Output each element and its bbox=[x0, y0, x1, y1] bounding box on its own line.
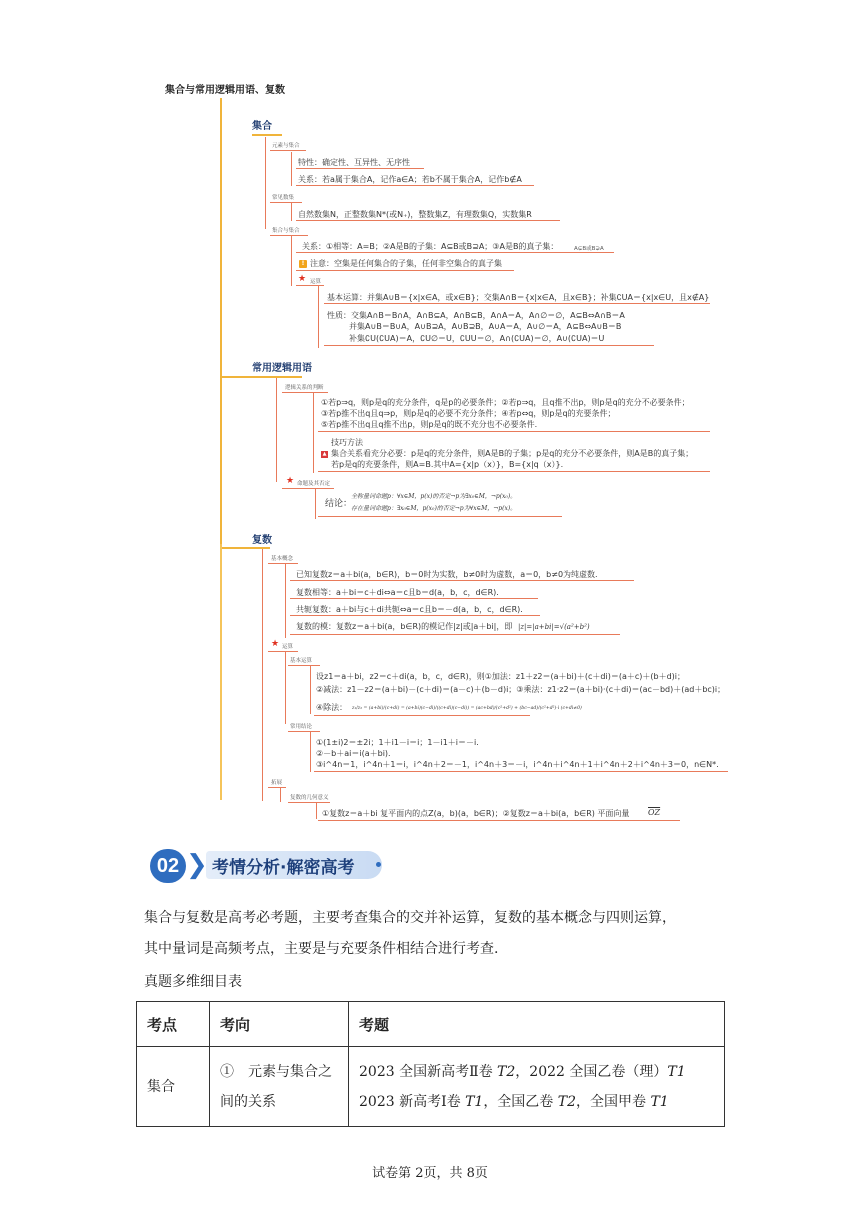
divider bbox=[270, 150, 306, 151]
divider bbox=[296, 168, 424, 169]
complex-c1: 已知复数z＝a＋bi(a，b∈R)，b＝0时为实数，b≠0时为虚数，a＝0，b≠0为纯虚数. bbox=[296, 570, 598, 579]
branch-complex: 复数 bbox=[252, 535, 272, 546]
set-elem-bracket bbox=[291, 152, 292, 186]
divider bbox=[296, 220, 560, 221]
complex-ops-bracket bbox=[285, 652, 286, 724]
complex-c2: 复数相等：a＋bi＝c＋di⇔a＝c且b＝d(a，b，c，d∈R). bbox=[296, 588, 499, 597]
set-prop1: 性质：交集A∩B＝B∩A，A∩B⊆A，A∩B⊆B，A∩A＝A，A∩∅＝∅，A⊆B⇔A∩B＝A bbox=[327, 311, 625, 320]
divider bbox=[268, 651, 298, 652]
set-ops-label: 运算 bbox=[310, 279, 322, 285]
header-direction: 考向 bbox=[210, 1002, 349, 1047]
divider bbox=[296, 270, 514, 271]
star-icon: ★ bbox=[271, 639, 280, 649]
page-footer: 试卷第 2页，共 8页 bbox=[372, 1166, 488, 1181]
divider bbox=[296, 185, 534, 186]
complex-c3: 共轭复数：a＋bi与c＋di共轭⇔a＝c且b＝－d(a，b，c，d∈R). bbox=[296, 605, 523, 614]
logic-neg2: 存在量词命题p：∃x₀∈M，p(x₀)的否定¬p为∀x∈M，¬p(x)。 bbox=[351, 505, 517, 512]
q-number: T1 bbox=[465, 1093, 484, 1110]
set-relation-bracket bbox=[291, 236, 292, 286]
complex-basic-label: 基本概念 bbox=[271, 556, 294, 562]
table-header-row bbox=[137, 1002, 725, 1047]
divider bbox=[288, 731, 320, 732]
set-common-sets: 自然数集N，正整数集N*(或N₊)，整数集Z，有理数集Q，实数集R bbox=[298, 210, 532, 219]
complex-common-label: 常用结论 bbox=[290, 724, 313, 730]
q-text: ，全国甲卷 bbox=[576, 1093, 651, 1110]
set-relation: 关系：①相等：A=B；②A是B的子集：A⊆B或B⊇A；③A是B的真子集： bbox=[302, 242, 559, 251]
banner-title: 考情分析·解密高考 bbox=[212, 858, 355, 878]
divider bbox=[296, 285, 324, 286]
complex-ext-label: 拓展 bbox=[271, 780, 283, 786]
set-relation-label: 集合与集合 bbox=[272, 228, 300, 234]
divider bbox=[314, 715, 530, 716]
divider bbox=[318, 471, 710, 472]
q-text: 2023 新高考Ⅰ卷 bbox=[359, 1093, 466, 1110]
logic-judge-label: 逻辑关系的判断 bbox=[285, 385, 324, 391]
complex-geo-bracket bbox=[316, 803, 317, 819]
logic-judge-bracket bbox=[313, 393, 314, 473]
banner-dot bbox=[376, 862, 381, 867]
logic-j3: ⑤若p推不出q且q推不出p，则p是q的既不充分也不必要条件. bbox=[321, 420, 538, 429]
logic-tip2: 若p是q的充要条件，则A=B.其中A={x|p（x）}，B={x|q（x）}. bbox=[331, 460, 564, 469]
complex-r1: ①(1±i)2＝±2i；1＋i1－i＝i；1－i1＋i＝－i. bbox=[316, 738, 479, 747]
complex-basic-bracket bbox=[285, 564, 286, 638]
trunk-line bbox=[220, 98, 222, 544]
tip-icon: ▲ bbox=[322, 451, 327, 457]
logic-tip1: 集合关系看充分必要：p是q的充分条件，则A是B的子集；p是q的充分不必要条件，则A是B的真子集； bbox=[331, 449, 694, 458]
logic-j2: ③若p推不出q且q⇒p，则p是q的必要不充分条件；④若p⇔q，则p是q的充要条件； bbox=[321, 409, 616, 418]
divider bbox=[318, 431, 710, 432]
branch-set-underline bbox=[252, 134, 282, 136]
direction-line-2: 间的关系 bbox=[220, 1093, 276, 1110]
divider bbox=[270, 202, 302, 203]
intro-line-1: 集合与复数是高考必考题，主要考查集合的交并补运算，复数的基本概念与四则运算， bbox=[144, 910, 676, 926]
divider bbox=[268, 563, 298, 564]
chevron-right-icon: ❯ bbox=[186, 850, 208, 880]
logic-neg-bracket bbox=[315, 489, 316, 519]
complex-o3: ④除法： bbox=[316, 703, 348, 712]
logic-j1: ①若p⇒q，则p是q的充分条件，q是p的必要条件；②若p⇒q，且q推不出p，则p是q的充分不必要条件； bbox=[321, 398, 690, 407]
logic-neg1: 全称量词命题p：∀x∈M，p(x)的否定¬p为∃x₀∈M，¬p(x₀)。 bbox=[351, 493, 517, 500]
set-ops-bracket bbox=[318, 286, 319, 348]
divider bbox=[318, 820, 680, 821]
complex-ops-inner-bracket bbox=[310, 666, 311, 714]
logic-neg-label: 命题及其否定 bbox=[297, 481, 331, 487]
branch-set: 集合 bbox=[252, 121, 272, 132]
set-common-bracket bbox=[291, 203, 292, 221]
branch-logic-underline bbox=[222, 376, 302, 378]
complex-geo-label: 复数的几何意义 bbox=[290, 795, 329, 801]
divider bbox=[270, 235, 308, 236]
q-text: 2023 全国新高考Ⅱ卷 bbox=[359, 1063, 498, 1080]
divider bbox=[318, 516, 562, 517]
divider bbox=[324, 345, 654, 346]
set-prop3: 补集∁U(∁UA)＝A，∁U∅＝U，∁UU＝∅，A∩(∁UA)＝∅，A∪(∁UA)＝U bbox=[349, 334, 605, 343]
questions-line-2 bbox=[359, 1087, 714, 1117]
divider bbox=[290, 634, 620, 635]
set-elem-label: 元素与集合 bbox=[272, 143, 300, 149]
q-number: T1 bbox=[650, 1093, 669, 1110]
q-text: ，全国乙卷 bbox=[483, 1093, 558, 1110]
cell-point: 集合 bbox=[137, 1047, 210, 1127]
set-bracket bbox=[265, 137, 266, 229]
branch-logic: 常用逻辑用语 bbox=[252, 363, 312, 374]
header-point: 考点 bbox=[137, 1002, 210, 1047]
complex-geo-vector: $\overline{OZ}$ bbox=[648, 808, 661, 817]
banner-number: 02 bbox=[150, 849, 186, 883]
warning-icon: ! bbox=[299, 260, 307, 268]
divider bbox=[290, 580, 634, 581]
divider bbox=[324, 303, 710, 304]
divider bbox=[288, 802, 330, 803]
complex-bracket bbox=[262, 549, 263, 801]
exam-table bbox=[136, 1001, 725, 1127]
set-ops-basic: 基本运算：并集A∪B＝{x|x∈A，或x∈B}；交集A∩B＝{x|x∈A，且x∈B}；补集∁UA＝{x|x∈U，且x∉A} bbox=[327, 293, 710, 302]
set-relation-tiny: A⊊B或B⊋A bbox=[574, 246, 604, 252]
complex-ops-label: 运算 bbox=[282, 644, 294, 650]
q-number: T2 bbox=[557, 1093, 577, 1110]
set-elem-char: 特性：确定性、互异性、无序性 bbox=[298, 158, 410, 167]
complex-ext-bracket bbox=[280, 788, 281, 802]
divider bbox=[296, 252, 614, 253]
questions-line-1 bbox=[359, 1057, 714, 1087]
divider bbox=[268, 787, 286, 788]
trunk-line-lower bbox=[220, 544, 222, 800]
table-row bbox=[137, 1047, 725, 1127]
cell-questions bbox=[349, 1047, 725, 1127]
logic-bracket bbox=[276, 378, 277, 482]
complex-ops-basic-label: 基本运算 bbox=[290, 658, 313, 664]
complex-r3: ③i^4n＝1，i^4n＋1＝i，i^4n＋2＝－1，i^4n＋3＝－i，i^4n＋i^4n＋1＋i^4n＋2＋i^4n＋3＝0，n∈N*. bbox=[316, 760, 719, 769]
set-note: 注意：空集是任何集合的子集，任何非空集合的真子集 bbox=[310, 259, 502, 268]
mindmap-title: 集合与常用逻辑用语、复数 bbox=[165, 85, 285, 96]
star-icon: ★ bbox=[298, 274, 307, 284]
direction-line-1: ① 元素与集合之 bbox=[220, 1063, 332, 1080]
divider bbox=[288, 665, 320, 666]
complex-r2: ②－b＋ai＝i(a＋bi). bbox=[316, 749, 391, 758]
complex-o2: ②减法：z1－z2＝(a＋bi)－(c＋di)＝(a－c)＋(b－d)i；③乘法：z1·z2＝(a＋bi)·(c＋di)＝(ac－bd)＋(ad＋bc)i； bbox=[316, 685, 726, 694]
q-number: T2 bbox=[497, 1063, 516, 1080]
complex-c4-formula: |z|=|a+bi|=√(a²+b²) bbox=[518, 623, 590, 631]
section-banner bbox=[150, 846, 390, 886]
complex-geo: ①复数z＝a＋bi 复平面内的点Z(a，b)(a，b∈R)；②复数z＝a＋bi(a，b∈R) 平面向量 bbox=[322, 809, 630, 818]
divider bbox=[314, 771, 728, 772]
complex-o3-formula: z₁/z₂ = (a+bi)/(c+di) = (a+bi)(c−di)/((c+di)(c−di)) = (ac+bd)/(c²+d²) + (bc−ad)/(c²+d²)·i (c+di≠0) bbox=[352, 706, 582, 711]
intro-line-2: 其中量词是高频考点，主要是与充要条件相结合进行考查. bbox=[144, 941, 499, 957]
star-icon: ★ bbox=[286, 476, 295, 486]
complex-common-bracket bbox=[310, 732, 311, 772]
complex-c4: 复数的模：复数z＝a＋bi(a，b∈R)的模记作|z|或|a＋bi|，即 bbox=[296, 622, 513, 631]
set-elem-rel: 关系：若a属于集合A，记作a∈A；若b不属于集合A，记作b∉A bbox=[298, 175, 522, 184]
header-questions: 考题 bbox=[349, 1002, 725, 1047]
cell-direction bbox=[210, 1047, 349, 1127]
logic-tip-title: 技巧方法 bbox=[331, 438, 363, 447]
divider bbox=[282, 392, 328, 393]
q-number: T1 bbox=[667, 1063, 686, 1080]
complex-o1: 设z1＝a＋bi，z2＝c＋di(a，b，c，d∈R)，则①加法：z1＋z2＝(a＋bi)＋(c＋di)＝(a＋c)＋(b＋d)i； bbox=[316, 672, 686, 681]
set-prop2: 并集A∪B＝B∪A，A∪B⊇A，A∪B⊇B，A∪A＝A，A∪∅＝A，A⊆B⇔A∪B＝B bbox=[349, 322, 622, 331]
divider bbox=[290, 598, 538, 599]
table-caption: 真题多维细目表 bbox=[144, 974, 242, 990]
set-common-label: 常见数集 bbox=[272, 195, 295, 201]
divider bbox=[282, 488, 334, 489]
logic-conclusion: 结论： bbox=[325, 499, 353, 509]
q-text: ，2022 全国乙卷（理） bbox=[515, 1063, 668, 1080]
divider bbox=[290, 615, 540, 616]
